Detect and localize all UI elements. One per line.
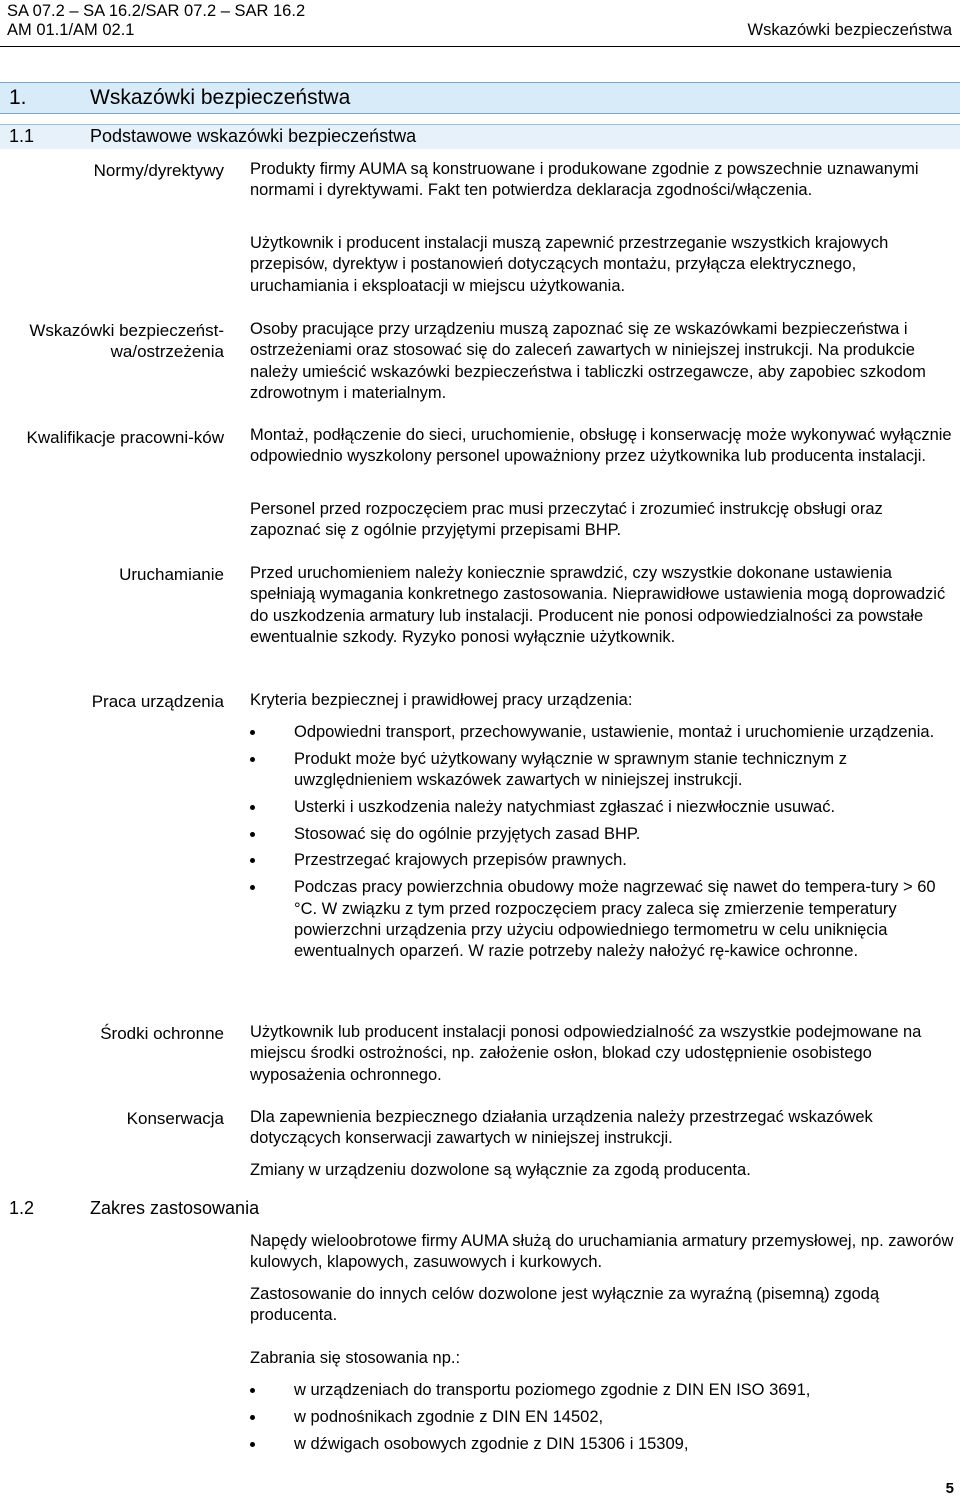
bullet-icon — [250, 1415, 255, 1420]
list-item: w dźwigach osobowych zgodnie z DIN 15306 i 15309, — [250, 1434, 956, 1455]
list-item: w urządzeniach do transportu poziomego zgodnie z DIN EN ISO 3691, — [250, 1380, 956, 1401]
paragraph-konserwacja-2: Zmiany w urządzeniu dozwolone są wyłącznie za zgodą producenta. — [250, 1161, 751, 1179]
header-rule — [0, 46, 960, 47]
side-label-praca: Praca urządzenia — [91, 692, 224, 711]
product-models-am: AM 01.1/AM 02.1 — [7, 21, 135, 39]
paragraph-uruchamianie: Przed uruchomieniem należy koniecznie sprawdzić, czy wszystkie dokonane ustawienia spełniają wymagania konkretnego zastosowania. Nieprawidłowe ustawienia mogą doprowadzić do uszkodzenia armatury lub instalacji. Producent nie ponosi odpowiedzialności za powstałe ewentualnie szkody. Ryzyko ponosi wyłącznie użytkownik. — [250, 564, 946, 646]
paragraph-zakres-1: Napędy wieloobrotowe firmy AUMA służą do uruchamiania armatury przemysłowej, np. zaworów kulowych, klapowych, zasuwowych i kurkowych. — [250, 1232, 954, 1272]
section-1-2-title: Zakres zastosowania — [90, 1198, 260, 1218]
bullet-icon — [250, 805, 255, 810]
paragraph-normy-1: Produkty firmy AUMA są konstruowane i produkowane zgodnie z powszechnie uznawanymi normami i dyrektywami. Fakt ten potwierdza deklaracja zgodności/włączenia. — [250, 160, 919, 200]
list-item: Produkt może być użytkowany wyłącznie w sprawnym stanie technicznym z uwzględnieniem wskazówek zawartych w niniejszej instrukcji. — [250, 749, 956, 792]
paragraph-kwalifikacje-2: Personel przed rozpoczęciem prac musi przeczytać i zrozumieć instrukcję obsługi oraz zapoznać się z ogólnie przyjętymi przepisami BHP. — [250, 500, 883, 540]
side-label-kwalifikacje: Kwalifikacje pracowni-ków — [26, 428, 224, 447]
paragraph-srodki: Użytkownik lub producent instalacji ponosi odpowiedzialność za wszystkie podejmowane na miejscu środki ostrożności, np. założenie osłon, blokad czy udostępnienie osobistego wyposażenia ochronnego. — [250, 1023, 922, 1084]
paragraph-kwalifikacje-1: Montaż, podłączenie do sieci, uruchomienie, obsługę i konserwację może wykonywać wyłącznie odpowiednio wyszkolony personel upoważniony przez użytkownika lub producenta instalacji. — [250, 426, 952, 466]
paragraph-praca-intro: Kryteria bezpiecznej i prawidłowej pracy urządzenia: — [250, 691, 633, 709]
paragraph-normy-2: Użytkownik i producent instalacji muszą zapewnić przestrzeganie wszystkich krajowych przepisów, dyrektyw i postanowień dotyczących montażu, przyłącza elektrycznego, uruchamiania i eksploatacji w miejscu użytkowania. — [250, 234, 889, 295]
list-item: Podczas pracy powierzchnia obudowy może nagrzewać się nawet do tempera-tury > 60 °C. W związku z tym przed rozpoczęciem pracy zaleca się zmierzenie temperatury powierzchni urządzenia przy użyciu odpowiedniego termometru w celu uniknięcia ewentualnych oparzeń. W razie potrzeby należy nałożyć rę-kawice ochronne. — [250, 877, 956, 962]
chapter-header: Wskazówki bezpieczeństwa — [747, 21, 952, 39]
zakres-bullet-list — [250, 1380, 956, 1460]
section-1-title: Wskazówki bezpieczeństwa — [90, 86, 351, 109]
paragraph-konserwacja-1: Dla zapewnienia bezpiecznego działania urządzenia należy przestrzegać wskazówek dotyczących konserwacji zawartych w niniejszej instrukcji. — [250, 1108, 873, 1148]
bullet-icon — [250, 1388, 255, 1393]
list-item: Przestrzegać krajowych przepisów prawnych. — [250, 850, 956, 871]
side-label-wskazowki: Wskazówki bezpieczeńst-wa/ostrzeżenia — [29, 321, 224, 361]
side-label-uruchamianie: Uruchamianie — [119, 565, 224, 584]
list-item: w podnośnikach zgodnie z DIN EN 14502, — [250, 1407, 956, 1428]
side-label-konserwacja: Konserwacja — [126, 1109, 224, 1128]
page-number: 5 — [945, 1480, 954, 1497]
section-1-1-heading — [0, 124, 960, 149]
bullet-icon — [250, 757, 255, 762]
section-1-number: 1. — [9, 86, 27, 109]
list-item: Usterki i uszkodzenia należy natychmiast zgłaszać i niezwłocznie usuwać. — [250, 797, 956, 818]
list-item: Odpowiedni transport, przechowywanie, ustawienie, montaż i uruchomienie urządzenia. — [250, 722, 956, 743]
section-1-1-number: 1.1 — [9, 126, 35, 146]
paragraph-zakres-3: Zabrania się stosowania np.: — [250, 1349, 461, 1367]
side-label-normy: Normy/dyrektywy — [93, 161, 224, 180]
side-label-srodki: Środki ochronne — [100, 1024, 224, 1043]
section-1-heading — [0, 82, 960, 114]
paragraph-wskazowki: Osoby pracujące przy urządzeniu muszą zapoznać się ze wskazówkami bezpieczeństwa i ostrzeżeniami oraz stosować się do zaleceń zawartych w niniejszej instrukcji. Na produkcie należy umieścić wskazówki bezpieczeństwa i tabliczki ostrzegawcze, aby zapobiec szkodom zdrowotnym i materialnym. — [250, 320, 926, 402]
document-header-left — [7, 2, 305, 40]
section-1-1-title: Podstawowe wskazówki bezpieczeństwa — [90, 126, 417, 146]
bullet-icon — [250, 730, 255, 735]
bullet-icon — [250, 832, 255, 837]
paragraph-zakres-2: Zastosowanie do innych celów dozwolone jest wyłącznie za wyraźną (pisemną) zgodą producenta. — [250, 1285, 880, 1325]
list-item: Stosować się do ogólnie przyjętych zasad BHP. — [250, 824, 956, 845]
section-1-2-heading — [0, 1197, 400, 1221]
bullet-icon — [250, 1442, 255, 1447]
praca-bullet-list — [250, 722, 956, 968]
product-models: SA 07.2 – SA 16.2/SAR 07.2 – SAR 16.2 — [7, 2, 306, 20]
bullet-icon — [250, 885, 255, 890]
bullet-icon — [250, 858, 255, 863]
section-1-2-number: 1.2 — [9, 1198, 35, 1218]
